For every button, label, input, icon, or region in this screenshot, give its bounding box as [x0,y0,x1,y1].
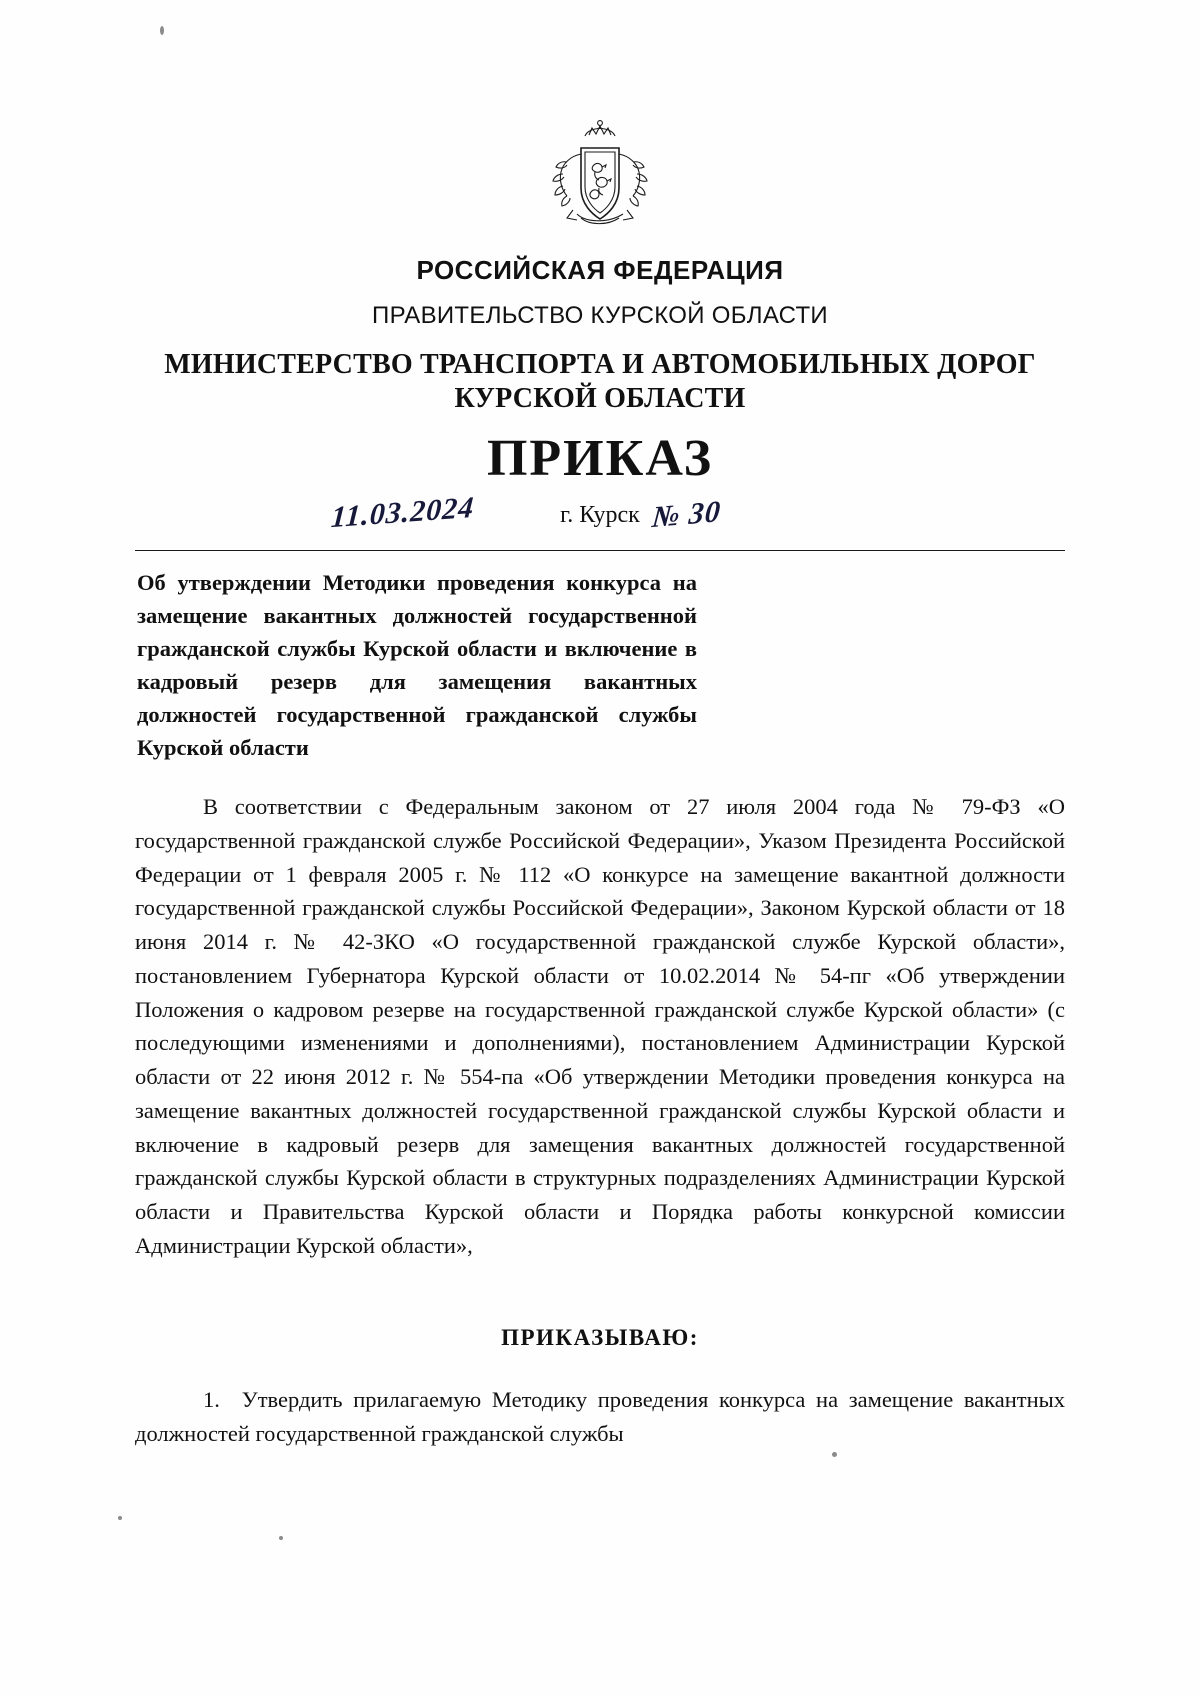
order-keyword: ПРИКАЗЫВАЮ: [501,1325,699,1350]
federation-line: РОССИЙСКАЯ ФЕДЕРАЦИЯ [416,255,784,285]
city-label: г. Курск [560,502,640,528]
government-line: ПРАВИТЕЛЬСТВО КУРСКОЙ ОБЛАСТИ [372,302,828,329]
date-number-row [135,490,1065,556]
preamble-paragraph: В соответствии с Федеральным законом от 27 июля 2004 года № 79-ФЗ «О государственной гражданской службе Российской Федерации», Указом Президента Российской Федерации от 1 февраля 2005 г. № 112 «О конкурсе на замещение вакантной должности государственной гражданской службы Российской Федерации», Законом Курской области от 18 июня 2014 г. № 42-ЗКО «О государственной гражданской службе Курской области», постановлением Губернатора Курской области от 10.02.2014 № 54-пг «Об утверждении Положения о кадровом резерве на государственной гражданской службе Курской области» (с последующими изменениями и дополнениями), постановлением Администрации Курской области от 22 июня 2012 г. № 554-па «Об утверждении Методики проведения конкурса на замещение вакантных должностей государственной гражданской службы Курской области и включение в кадровый резерв для замещения вакантных должностей государственной гражданской службы Курской области в структурных подразделениях Администрации Курской области и Правительства Курской области и Порядка работы конкурсной комиссии Администрации Курской области», [135,794,1065,1258]
document-type-title: ПРИКАЗ [486,430,714,488]
document-header [135,255,1065,488]
emblem-container [135,118,1065,236]
clause-item: 1. Утвердить прилагаемую Методику проведения конкурса на замещение вакантных должностей государственной гражданской службы [135,1387,1065,1446]
handwritten-date: 11.03.2024 [330,490,476,535]
handwritten-number: № 30 [650,494,723,535]
scan-speck [118,1516,122,1520]
ministry-line: МИНИСТЕРСТВО ТРАНСПОРТА И АВТОМОБИЛЬНЫХ ДОРОГ КУРСКОЙ ОБЛАСТИ [164,349,1036,414]
document-subject: Об утверждении Методики проведения конкурса на замещение вакантных должностей государственной гражданской службы Курской области и включение в кадровый резерв для замещения вакантных должностей государственной гражданской службы Курской области [137,570,697,761]
header-divider [135,550,1065,551]
document-clauses [135,1383,1065,1451]
coat-of-arms-kursk-region-icon [537,118,663,236]
document-content [135,0,1065,1696]
document-preamble [135,790,1065,1263]
